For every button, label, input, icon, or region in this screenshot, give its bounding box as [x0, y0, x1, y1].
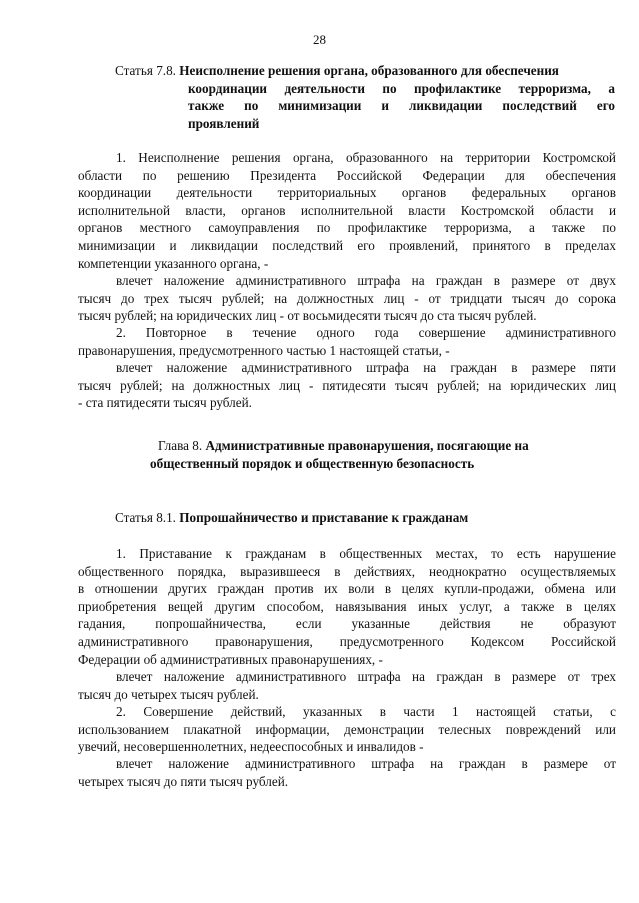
page-number: 28: [313, 32, 326, 47]
article-8-1-p1-line-7: Федерации об административных правонарушениях, -: [78, 651, 383, 667]
article-7-8-p1-line-6: минимизации и ликвидации последствий его проявлений, принятого в пределах: [78, 237, 616, 253]
chapter-8-title-line-1: Административные правонарушения, посягающие на: [205, 438, 529, 453]
article-7-8-part-2: [78, 324, 616, 359]
article-8-1-p1-line-6: административного правонарушения, предусмотренного Кодексом Российской: [78, 633, 616, 649]
article-7-8-p2-line-3: тысяч рублей; на юридических лиц - от восьмидесяти тысяч до ста тысяч рублей.: [78, 308, 537, 324]
article-8-1-p1-line-1: 1. Приставание к гражданам в общественных местах, то есть нарушение: [116, 546, 616, 561]
article-7-8-title-line-3: также по минимизации и ликвидации последствий его: [188, 98, 615, 114]
article-7-8-p1-line-3: координации деятельности территориальных органов федеральных органов: [78, 185, 616, 201]
article-8-1-p3-line-1: 2. Совершение действий, указанных в части 1 настоящей статьи, с: [116, 704, 616, 719]
article-8-1-p4-line-2: четырех тысяч до пяти тысяч рублей.: [78, 773, 289, 789]
chapter-8-number: Глава 8.: [158, 438, 203, 453]
article-7-8-p2-line-1: влечет наложение административного штрафа на граждан в размере от двух: [116, 273, 616, 288]
article-8-1-p2-line-1: влечет наложение административного штрафа на граждан в размере от трех: [116, 669, 616, 684]
article-7-8-penalty-2: [78, 359, 616, 412]
article-7-8-p3-line-2: правонарушения, предусмотренного частью 1 настоящей статьи, -: [78, 342, 450, 358]
article-7-8-penalty-1: [78, 272, 616, 325]
article-8-1-p2-line-2: тысяч до четырех тысяч рублей.: [78, 686, 259, 702]
article-7-8-title-line-4: проявлений: [188, 115, 260, 131]
article-7-8-p3-line-1: 2. Повторное в течение одного года совершение административного: [116, 325, 616, 340]
article-7-8-heading: [115, 62, 615, 132]
article-7-8-title-line-2: координации деятельности по профилактике терроризма, а: [188, 80, 615, 96]
article-8-1-p1-line-3: в отношении других граждан против их воли в целях купли-продажи, обмена или: [78, 581, 616, 597]
article-8-1-title: Попрошайничество и приставание к гражданам: [179, 510, 469, 525]
chapter-8-heading: [150, 437, 588, 472]
article-8-1-p3-line-2: использованием плакатной информации, демонстрации телесных повреждений или: [78, 721, 616, 737]
article-8-1-p1-line-4: приобретения вещей другим способом, навязывания иных услуг, а также в целях: [78, 598, 616, 614]
article-8-1-p3-line-3: увечий, несовершеннолетних, недееспособных и инвалидов -: [78, 739, 424, 755]
article-8-1-number: Статья 8.1.: [115, 510, 176, 525]
article-8-1-part-2: [78, 703, 616, 756]
article-7-8-p4-line-1: влечет наложение административного штрафа на граждан в размере пяти: [116, 360, 616, 375]
article-8-1-penalty-2: [78, 755, 616, 790]
article-7-8-part-1: [78, 149, 616, 272]
article-7-8-p1-line-5: органов местного самоуправления по профилактике терроризма, а также по: [78, 220, 616, 236]
article-7-8-title-line-1: Неисполнение решения органа, образованного для обеспечения: [179, 63, 559, 78]
article-7-8-p1-line-7: компетенции указанного органа, -: [78, 255, 269, 271]
article-8-1-p1-line-2: общественного порядка, выразившееся в действиях, неоднократно осуществляемых: [78, 563, 616, 579]
article-8-1-p1-line-5: гадания, попрошайничества, если указанные действия не образуют: [78, 616, 616, 632]
article-8-1-penalty-1: [78, 668, 616, 703]
chapter-8-title-line-2: общественный порядок и общественную безопасность: [150, 455, 475, 471]
article-8-1-p4-line-1: влечет наложение административного штрафа на граждан в размере от: [116, 756, 616, 771]
article-7-8-p4-line-2: тысяч рублей; на должностных лиц - пятидесяти тысяч рублей; на юридических лиц: [78, 377, 616, 393]
article-8-1-heading: [115, 509, 615, 527]
article-8-1-part-1: [78, 545, 616, 668]
article-7-8-p1-line-2: области по решению Президента Российской Федерации для обеспечения: [78, 167, 616, 183]
article-7-8-p2-line-2: тысяч до трех тысяч рублей; на должностных лиц - от тридцати тысяч до сорока: [78, 290, 616, 306]
article-7-8-p1-line-1: 1. Неисполнение решения органа, образованного на территории Костромской: [116, 150, 616, 165]
article-7-8-number: Статья 7.8.: [115, 63, 176, 78]
article-7-8-p1-line-4: исполнительной власти, органов исполнительной власти Костромской области и: [78, 202, 616, 218]
article-7-8-p4-line-3: - ста пятидесяти тысяч рублей.: [78, 395, 252, 411]
